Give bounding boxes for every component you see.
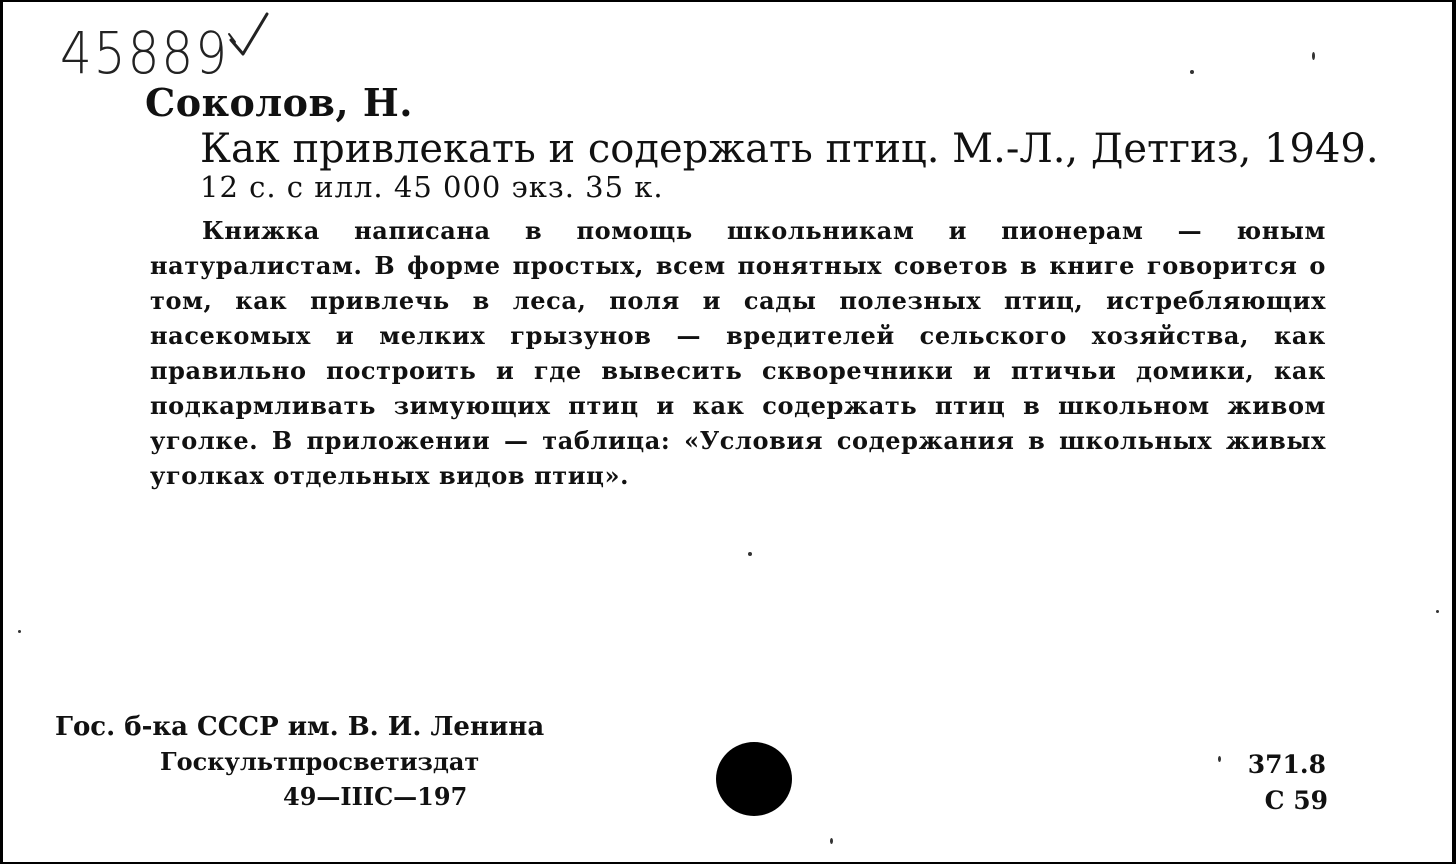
library-name: Гос. б-ка СССР им. В. И. Ленина: [55, 712, 545, 742]
order-code: 49—IIIС—197: [283, 782, 468, 811]
speck: [18, 630, 21, 633]
classification-number: 371.8: [1247, 750, 1326, 779]
speck: [748, 552, 752, 556]
speck: [1190, 70, 1194, 74]
punch-hole: [716, 742, 792, 816]
inventory-number: 45889: [60, 20, 230, 87]
speck: [1218, 756, 1221, 762]
publisher-name: Госкультпросветиздат: [160, 747, 480, 776]
speck: [1312, 52, 1315, 60]
scan-edge-top: [0, 0, 1456, 2]
author-mark: С 59: [1264, 786, 1328, 815]
speck: [830, 838, 833, 844]
annotation-text: Книжка написана в помощь школьникам и пионерам — юным натуралистам. В форме простых, всем понятных советов в книге говорится о том, как привлечь в леса, поля и сады полезных птиц, истребляющих насекомых и мелких грызунов — вредителей сельского хозяйства, как правильно построить и где вывесить скворечники и птичьи домики, как подкармливать зимующих птиц и как содержать птиц в школьном живом уголке. В приложении — таблица: «Условия содержания в школьных живых уголках отдельных видов птиц».: [150, 216, 1326, 490]
scan-edge-right: [1452, 0, 1456, 864]
speck: [1436, 610, 1439, 613]
book-title: Как привлекать и содержать птиц. М.-Л., Детгиз, 1949.: [200, 126, 1379, 172]
imprint-details: 12 с. с илл. 45 000 экз. 35 к.: [200, 170, 664, 204]
scan-edge-left: [0, 0, 3, 864]
checkmark-icon: [225, 8, 273, 60]
author-heading: Соколов, Н.: [145, 80, 414, 125]
